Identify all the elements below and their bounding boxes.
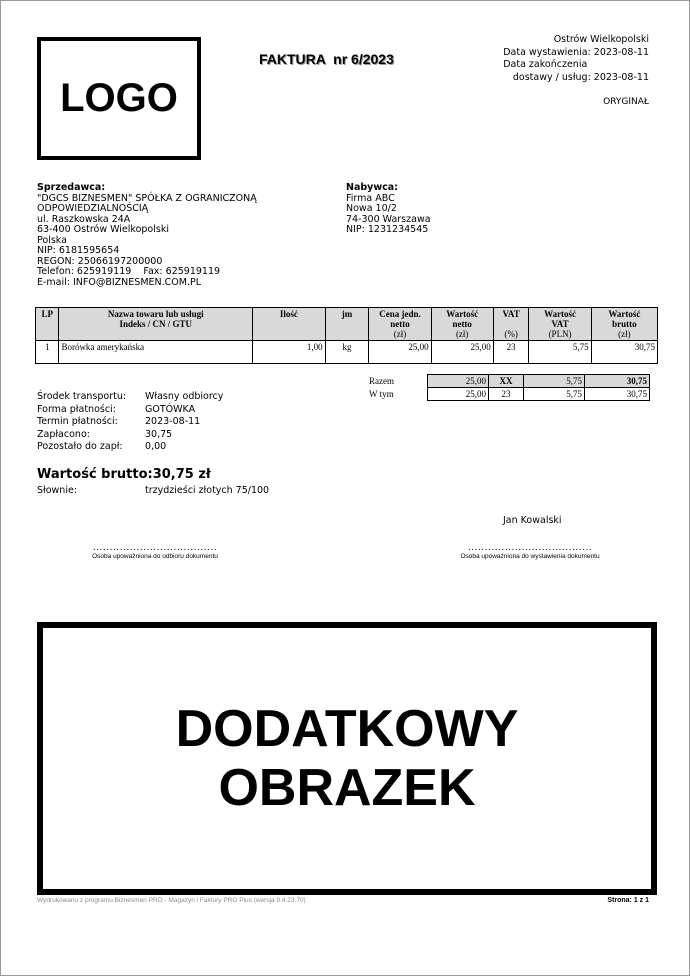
col-gross-value: Wartość brutto (zł) (591, 308, 657, 341)
summary-total-row (367, 375, 650, 388)
summary-incl-row (367, 388, 650, 401)
summary-total-gross: 30,75 (585, 375, 650, 388)
signature-line: ..................................... (92, 543, 218, 553)
summary-total-net: 25,00 (428, 375, 489, 388)
seller-title: Sprzedawca: (37, 182, 106, 193)
additional-image-line2: OBRAZEK (218, 758, 476, 817)
summary-incl-vat: 23 (489, 388, 524, 401)
cell-name: Borówka amerykańska (59, 341, 253, 364)
issue-place: Ostrów Wielkopolski (553, 34, 649, 45)
summary-table (367, 374, 650, 401)
footer-page-number: Strona: 1 z 1 (607, 897, 649, 904)
remaining-value: 0,00 (145, 441, 167, 453)
delivery-date-label: Data zakończenia (503, 59, 588, 70)
payment-block (37, 391, 223, 454)
transport-value: Własny odbiorcy (145, 391, 224, 402)
seller-line: ODPOWIEDZIALNOŚCIĄ (37, 203, 149, 214)
amount-in-words (37, 485, 269, 496)
cell-price: 25,00 (369, 341, 431, 364)
logo-placeholder (37, 37, 201, 160)
col-vat-value: Wartość VAT (PLN) (529, 308, 591, 341)
summary-incl-label: W tym (369, 389, 394, 399)
payment-method-label: Forma płatności: (37, 403, 116, 415)
issue-date: Data wystawienia: 2023-08-11 (503, 46, 649, 58)
additional-image-placeholder (37, 622, 657, 895)
buyer-title: Nabywca: (346, 182, 398, 193)
due-date-value: 2023-08-11 (145, 416, 201, 428)
seller-line: Telefon: 625919119 Fax: 625919119 (37, 266, 221, 277)
table-row (36, 341, 658, 364)
col-name: Nazwa towaru lub usługi Indeks / CN / GTU (59, 308, 253, 341)
buyer-line: Firma ABC (346, 192, 395, 204)
buyer-block (346, 183, 546, 236)
buyer-line: 74-300 Warszawa (346, 213, 431, 225)
footer-program-note: Wydrukowano z programu Biznesmen PRO - Magazyn i Faktury PRO Plus (wersja 9.4.23.70) (37, 897, 306, 904)
buyer-line: NIP: 1231234545 (346, 224, 429, 235)
invoice-title: FAKTURA nr 6/2023 (259, 51, 394, 67)
col-net-value: Wartość netto (zł) (431, 308, 493, 341)
gross-total (37, 467, 211, 482)
summary-incl-gross: 30,75 (585, 388, 650, 401)
cell-vat-value: 5,75 (529, 341, 591, 364)
summary-total-vat-value: 5,75 (524, 375, 585, 388)
paid-label: Zapłacono: (37, 428, 90, 440)
words-value: trzydzieści złotych 75/100 (145, 485, 270, 496)
table-header-row (36, 308, 658, 341)
original-marker: ORYGINAŁ (603, 97, 649, 107)
invoice-meta (503, 34, 649, 109)
issuer-caption: Osoba upoważniona do wystawienia dokumentu (460, 553, 600, 560)
summary-incl-vat-value: 5,75 (524, 388, 585, 401)
transport-label: Środek transportu: (37, 391, 127, 402)
seller-block (37, 183, 327, 288)
seller-line: Polska (37, 234, 67, 246)
cell-jm: kg (325, 341, 369, 364)
additional-image-line1: DODATKOWY (175, 699, 519, 758)
cell-lp: 1 (36, 341, 59, 364)
seller-line: NIP: 6181595654 (37, 245, 120, 256)
issuer-signature (437, 543, 623, 560)
seller-line: ul. Raszkowska 24A (37, 213, 131, 225)
col-unit-price: Cena jedn. netto (zł) (369, 308, 431, 341)
signer-name: Jan Kowalski (503, 515, 562, 526)
buyer-line: Nowa 10/2 (346, 203, 397, 214)
paid-value: 30,75 (145, 428, 173, 440)
seller-line: REGON: 25066197200000 (37, 255, 163, 267)
cell-qty: 1,00 (253, 341, 325, 364)
receiver-signature (65, 543, 245, 560)
due-date-label: Termin płatności: (37, 416, 118, 428)
receiver-caption: Osoba upoważniona do odbioru dokumentu (92, 553, 218, 560)
col-lp: LP (36, 308, 59, 341)
cell-net: 25,00 (431, 341, 493, 364)
col-jm: jm (325, 308, 369, 341)
cell-gross: 30,75 (591, 341, 657, 364)
seller-line: 63-400 Ostrów Wielkopolski (37, 224, 169, 235)
col-vat-rate: VAT (%) (493, 308, 529, 341)
summary-total-label: Razem (369, 376, 394, 386)
delivery-date: dostawy / usług: 2023-08-11 (512, 71, 649, 83)
summary-incl-net: 25,00 (428, 388, 489, 401)
col-qty: Ilość (253, 308, 325, 341)
logo-text: LOGO (60, 76, 178, 120)
seller-line: "DGCS BIZNESMEN" SPÓŁKA Z OGRANICZONĄ (37, 192, 257, 204)
summary-total-vat: XX (489, 375, 524, 388)
seller-line: E-mail: INFO@BIZNESMEN.COM.PL (37, 276, 201, 288)
gross-total-label: Wartość brutto: (37, 467, 153, 482)
signature-line: ..................................... (467, 543, 593, 553)
remaining-label: Pozostało do zapł: (37, 441, 123, 453)
cell-vat-rate: 23 (493, 341, 529, 364)
words-label: Słownie: (37, 485, 78, 496)
gross-total-value: 30,75 zł (152, 467, 211, 482)
items-table (35, 307, 658, 364)
payment-method-value: GOTÓWKA (145, 403, 196, 415)
